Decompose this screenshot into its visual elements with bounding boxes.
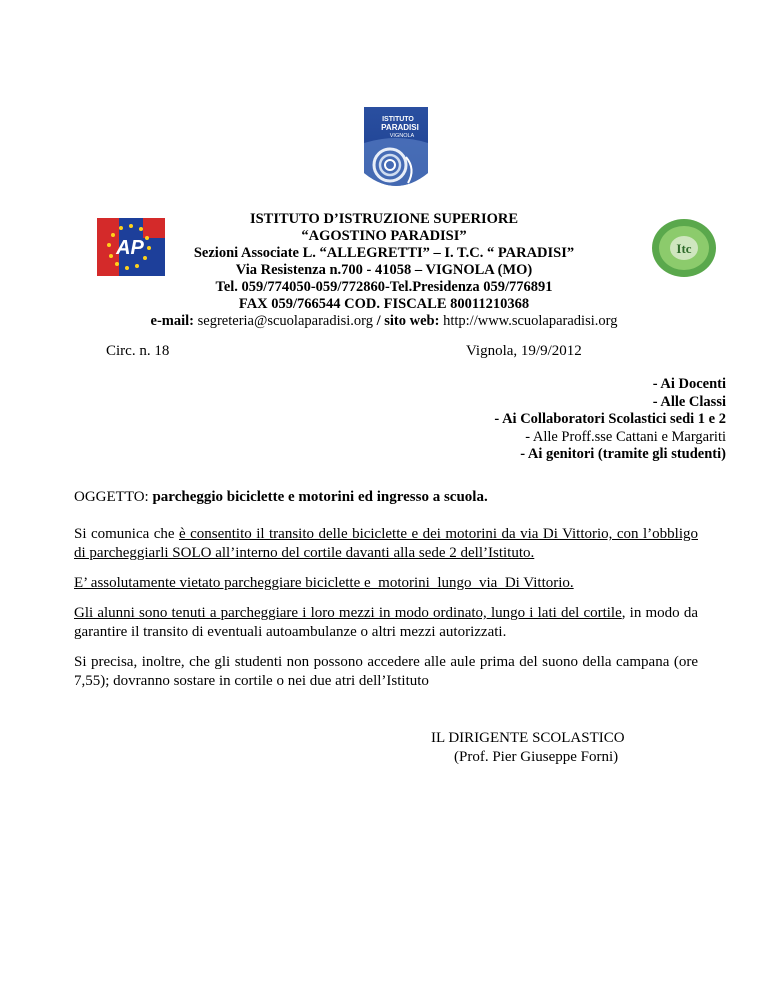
email-label: e-mail: [150, 313, 195, 329]
header-line-4: Via Resistenza n.700 - 41058 – VIGNOLA (MO) [235, 262, 533, 278]
subject-label: OGGETTO: [74, 489, 153, 505]
web-value[interactable]: http://www.scuolaparadisi.org [439, 313, 618, 329]
header-line-2: “AGOSTINO PARADISI” [301, 228, 467, 244]
header-line-1: ISTITUTO D’ISTRUZIONE SUPERIORE [249, 211, 519, 227]
paragraph-3 [74, 604, 698, 642]
paragraph-1 [74, 525, 698, 563]
subject-text: parcheggio biciclette e motorini ed ingresso a scuola. [152, 489, 488, 505]
recipient-2: - Alle Classi [652, 393, 726, 410]
subject-line [74, 488, 488, 507]
paragraph-3-underlined: Gli alunni sono tenuti a parcheggiare i loro mezzi in modo ordinato, lungo i lati del cortile [74, 605, 622, 621]
paragraph-1-intro: Si comunica che [74, 526, 179, 542]
signature-name: (Prof. Pier Giuseppe Forni) [454, 749, 619, 765]
recipient-1: - Ai Docenti [652, 376, 726, 392]
paragraph-1-underlined: è consentito il transito delle biciclette e dei motorini da via Di Vittorio, con l’obbligo di parcheggiarli SOLO all’interno del cortile davanti alla sede 2 dell’Istituto. [74, 526, 698, 561]
web-label: / sito web: [376, 313, 440, 329]
recipient-5: - Ai genitori (tramite gli studenti) [520, 446, 726, 462]
email-value[interactable]: segreteria@scuolaparadisi.org [194, 313, 377, 329]
recipient-4 [420, 429, 726, 447]
left-logo-text: AP [116, 237, 144, 259]
logo-text-3: VIGNOLA [389, 133, 415, 139]
recipient-4-text: - Alle Proff.sse Cattani e Margariti [525, 428, 726, 445]
paragraph-3-rest: , in modo da garantire il transito di eventuali autoambulanze o altri mezzi autorizzati. [74, 605, 699, 640]
header-line-5: Tel. 059/774050-059/772860-Tel.Presidenza 059/776891 [215, 279, 553, 295]
recipients-list [420, 376, 726, 464]
logo-text-2: PARADISI [381, 123, 419, 132]
signature-title: IL DIRIGENTE SCOLASTICO [431, 730, 625, 746]
paragraph-4: Si precisa, inoltre, che gli studenti non possono accedere alle aule prima del suono della campana (ore 7,55); dovranno sostare in cortile o nei due atri dell’Istituto [74, 654, 698, 689]
logo-text-1: ISTITUTO [382, 116, 414, 123]
header-line-3: Sezioni Associate L. “ALLEGRETTI” – I. T.C. “ PARADISI” [193, 245, 575, 261]
school-logo [360, 103, 432, 197]
circ-number: Circ. n. 18 [106, 343, 170, 359]
header-contact-line [0, 313, 768, 330]
recipient-3: - Ai Collaboratori Scolastici sedi 1 e 2 [494, 411, 726, 427]
place-date: Vignola, 19/9/2012 [466, 343, 582, 359]
paragraph-2: E’ assolutamente vietato parcheggiare biciclette e motorini lungo via Di Vittorio. [74, 575, 574, 591]
header-line-6: FAX 059/766544 COD. FISCALE 80011210368 [238, 296, 530, 312]
right-logo-text: Itc [676, 241, 692, 256]
